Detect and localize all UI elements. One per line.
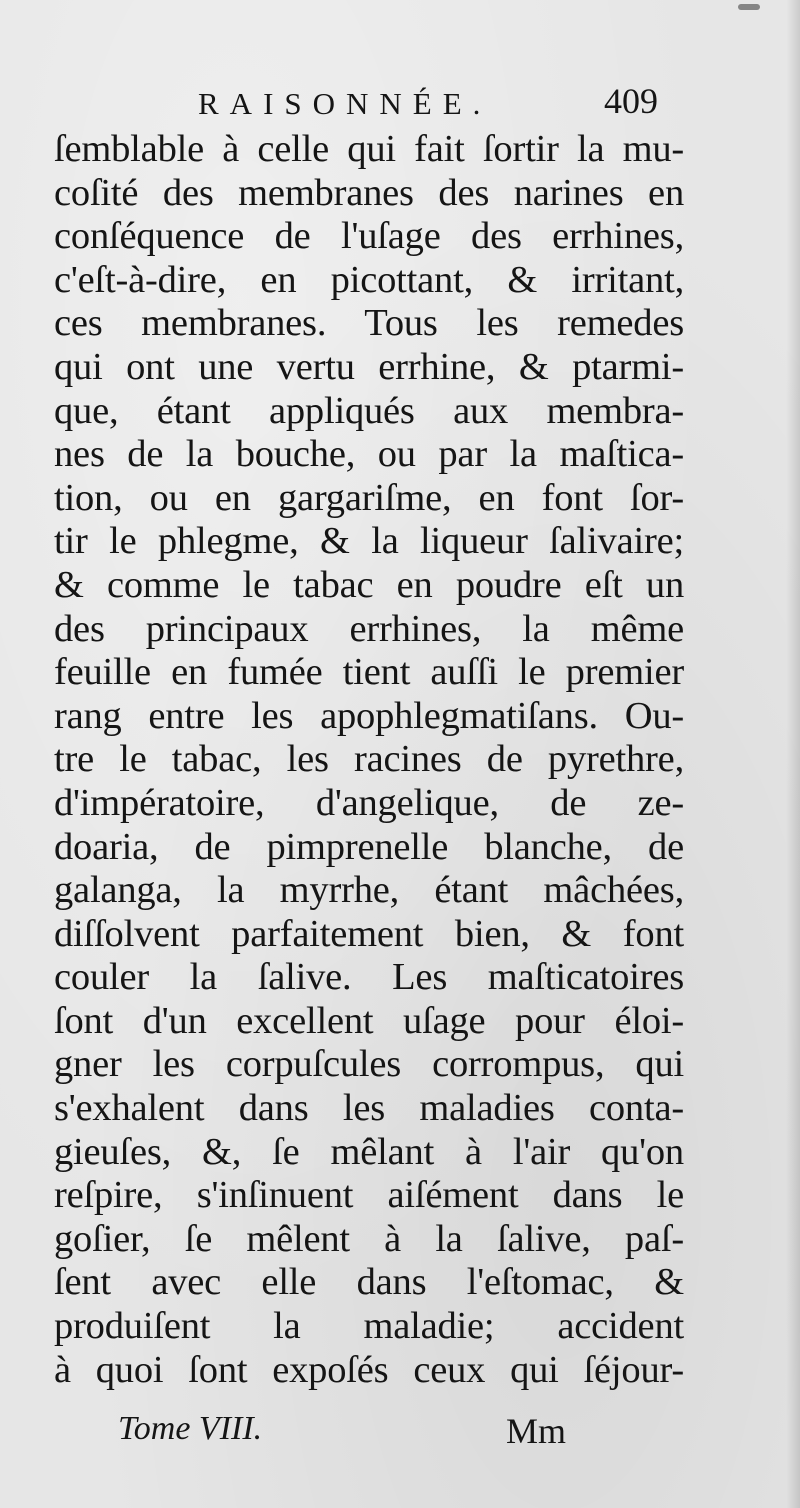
text-line: tre le tabac, les racines de pyrethre,: [54, 738, 684, 781]
text-line: coſité des membranes des narines en: [54, 171, 684, 214]
text-line: feuille en fumée tient auſſi le premier: [54, 651, 684, 694]
volume-label: Tome VIII.: [118, 1410, 263, 1447]
ink-speck: [738, 4, 760, 10]
text-line: rang entre les apophlegmatiſans. Ou-: [54, 694, 684, 737]
text-line: ſemblable à celle qui fait ſortir la mu-: [54, 128, 684, 170]
text-line: que, étant appliqués aux membra-: [54, 389, 684, 432]
text-line: gner les corpuſcules corrompus, qui: [54, 1043, 684, 1086]
text-line: tir le phlegme, & la liqueur ſalivaire;: [54, 520, 684, 563]
page-footer: [0, 1410, 800, 1460]
text-line: ſent avec elle dans l'eſtomac, &: [54, 1261, 684, 1304]
text-line: conſéquence de l'uſage des errhines,: [54, 215, 684, 258]
text-line: c'eſt-à-dire, en picottant, & irritant,: [54, 258, 684, 301]
text-line: s'exhalent dans les maladies conta-: [54, 1087, 684, 1130]
page-number: 409: [604, 81, 658, 121]
text-line: produiſent la maladie; accident: [54, 1305, 684, 1348]
running-head: RAISONNÉE.: [198, 86, 492, 121]
text-line: d'impératoire, d'angelique, de ze-: [54, 781, 684, 824]
text-line: goſier, ſe mêlent à la ſalive, paſ-: [54, 1217, 684, 1260]
text-line: couler la ſalive. Les maſticatoires: [54, 956, 684, 999]
text-line: & comme le tabac en poudre eſt un: [54, 563, 684, 606]
text-line: tion, ou en gargariſme, en font ſor-: [54, 476, 684, 519]
text-line: ces membranes. Tous les remedes: [54, 302, 684, 345]
text-line: à quoi ſont expoſés ceux qui ſéjour-: [54, 1348, 684, 1391]
signature-mark: Mm: [506, 1411, 567, 1451]
text-line: nes de la bouche, ou par la maſtica-: [54, 433, 684, 476]
text-line: reſpire, s'inſinuent aiſément dans le: [54, 1174, 684, 1217]
body-text: [54, 128, 684, 1392]
text-line: qui ont une vertu errhine, & ptarmi-: [54, 345, 684, 388]
text-line: galanga, la myrrhe, étant mâchées,: [54, 869, 684, 912]
text-line: diſſolvent parfaitement bien, & font: [54, 912, 684, 955]
text-line: gieuſes, &, ſe mêlant à l'air qu'on: [54, 1130, 684, 1173]
page-edge-shadow: [786, 0, 800, 1508]
text-line: doaria, de pimprenelle blanche, de: [54, 825, 684, 868]
text-line: des principaux errhines, la même: [54, 607, 684, 650]
page-header: [0, 78, 800, 128]
text-line: ſont d'un excellent uſage pour éloi-: [54, 999, 684, 1042]
